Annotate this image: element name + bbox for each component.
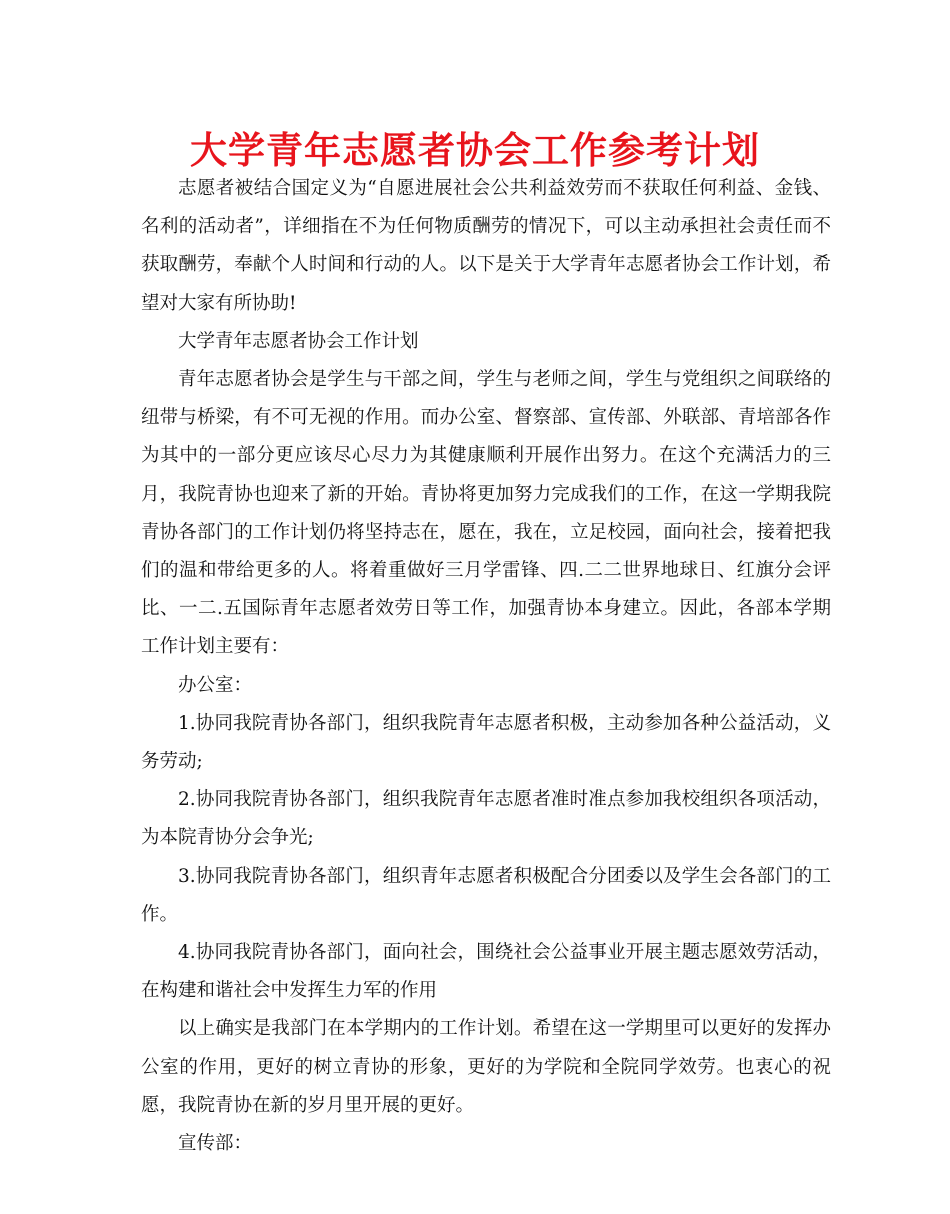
office-item-3: 3.协同我院青协各部门，组织青年志愿者积极配合分团委以及学生会各部门的工作。 xyxy=(141,865,831,925)
office-item-2: 2.协同我院青协各部门，组织我院青年志愿者准时准点参加我校组织各项活动，为本院青协分会争光; xyxy=(141,789,831,849)
office-item-4: 4.协同我院青协各部门，面向社会，围绕社会公益事业开展主题志愿效劳活动，在构建和谐社会中发挥生力军的作用 xyxy=(141,942,831,1002)
document-title: 大学青年志愿者协会工作参考计划 xyxy=(190,129,760,172)
document-body xyxy=(141,170,831,1163)
section-heading-publicity: 宣传部： xyxy=(178,1133,253,1155)
office-item-1: 1.协同我院青协各部门，组织我院青年志愿者积极，主动参加各种公益活动，义务劳动; xyxy=(141,712,831,773)
office-summary-paragraph: 以上确实是我部门在本学期内的工作计划。希望在这一学期里可以更好的发挥办公室的作用，更好的树立青协的形象，更好的为学院和全院同学效劳。也衷心的祝愿，我院青协在新的岁月里开展的更好。 xyxy=(141,1018,831,1116)
overview-paragraph: 青年志愿者协会是学生与干部之间，学生与老师之间，学生与党组织之间联络的纽带与桥梁，有不可无视的作用。而办公室、督察部、宣传部、外联部、青培部各作为其中的一部分更应该尽心尽力为其健康顺利开展作出努力。在这个充满活力的三月，我院青协也迎来了新的开始。青协将更加努力完成我们的工作，在这一学期我院青协各部门的工作计划仍将坚持志在，愿在，我在，立足校园，面向社会，接着把我们的温和带给更多的人。将着重做好三月学雷锋、四.二二世界地球日、红旗分会评比、一二.五国际青年志愿者效劳日等工作，加强青协本身建立。因此，各部本学期工作计划主要有： xyxy=(141,369,831,658)
section-heading-office: 办公室： xyxy=(178,674,253,696)
plan-heading: 大学青年志愿者协会工作计划 xyxy=(178,330,419,352)
intro-paragraph: 志愿者被结合国定义为“自愿进展社会公共利益效劳而不获取任何利益、金钱、名利的活动者”，详细指在不为任何物质酬劳的情况下，可以主动承担社会责任而不获取酬劳，奉献个人时间和行动的人。以下是关于大学青年志愿者协会工作计划，希望对大家有所协助! xyxy=(141,178,831,314)
